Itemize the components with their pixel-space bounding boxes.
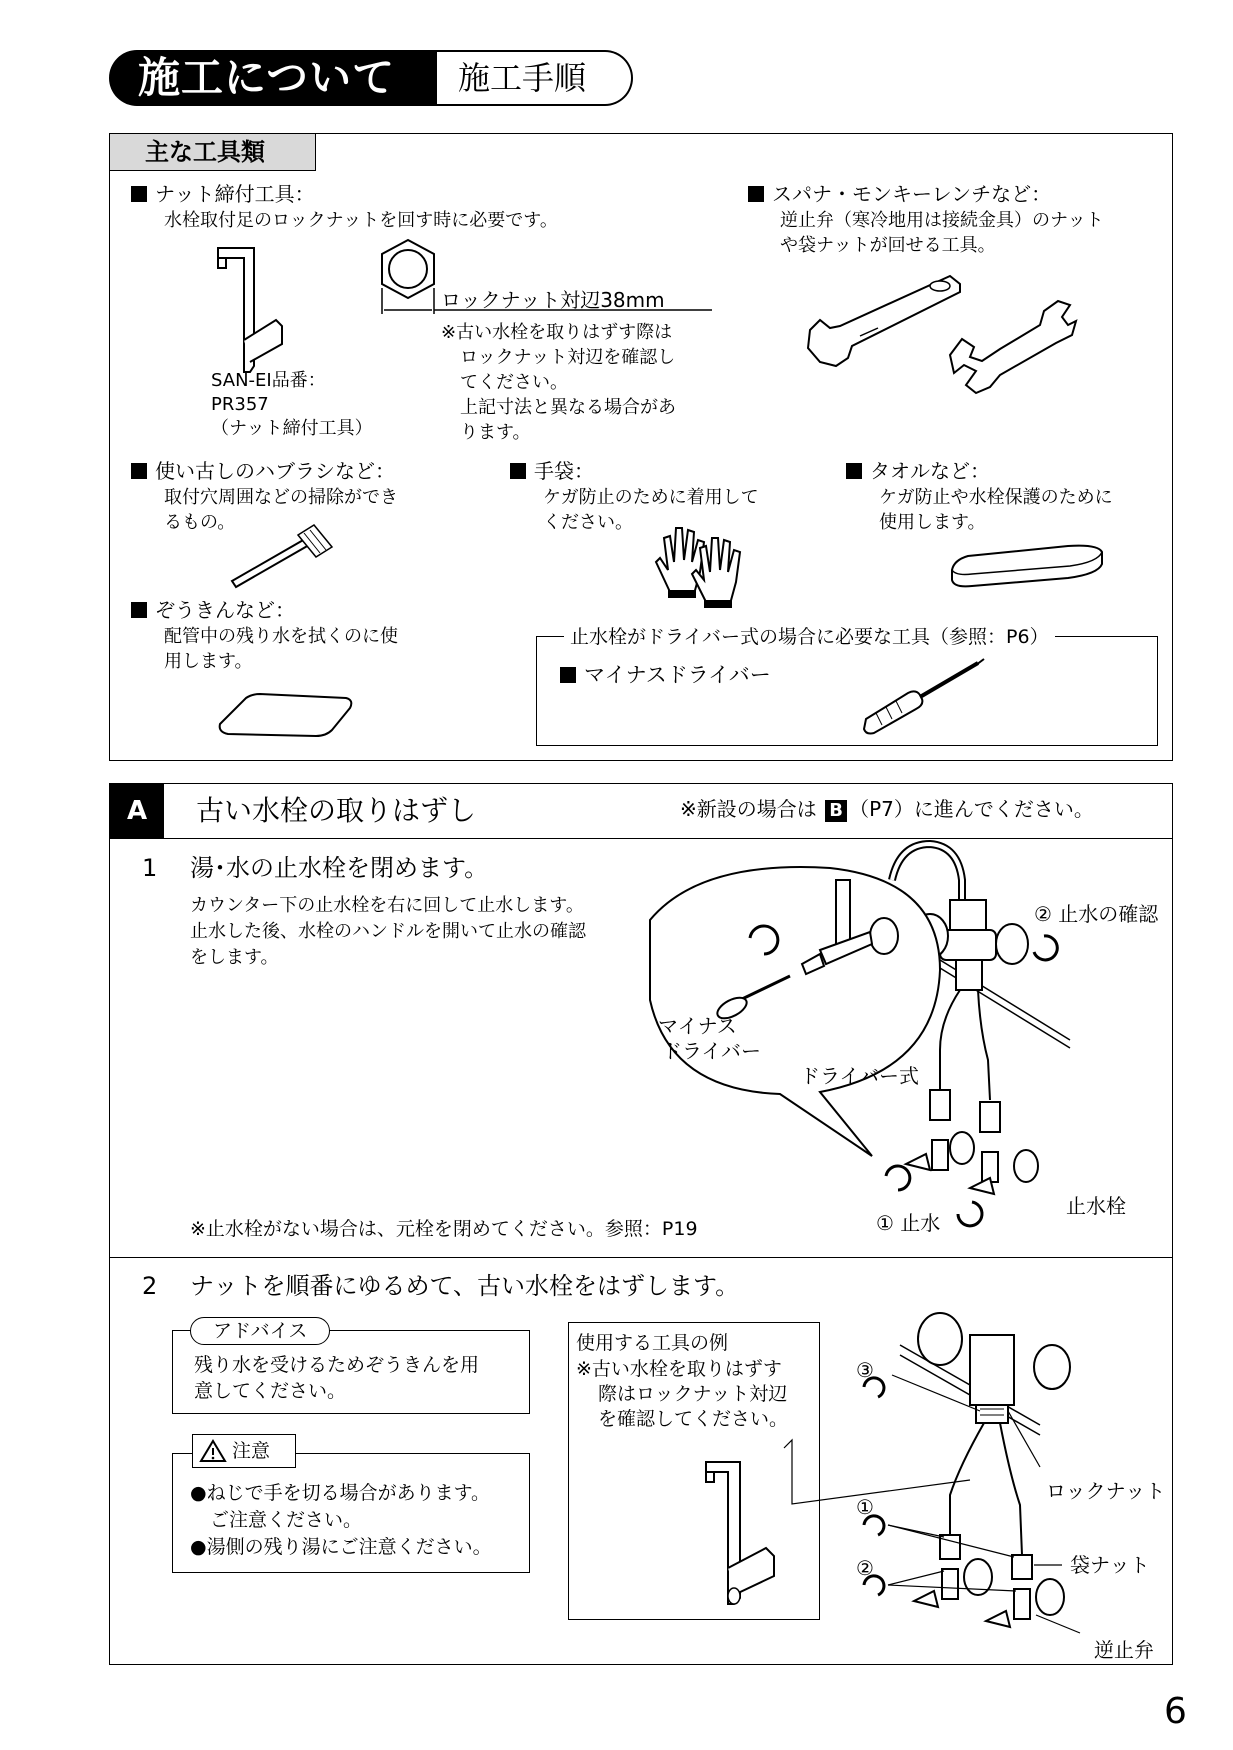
label-valve: 止水栓 — [1066, 1194, 1126, 1218]
label-bagnut: 袋ナット — [1070, 1553, 1150, 1577]
rag-desc-2: 用します。 — [164, 651, 253, 672]
step2-number: 2 — [142, 1272, 158, 1300]
step1-desc-2: 止水した後、水栓のハンドルを開いて止水の確認 — [190, 921, 586, 942]
label-n1: ① — [856, 1495, 874, 1519]
label-stop: ① 止水 — [876, 1211, 941, 1235]
brush-desc-1: 取付穴周囲などの掃除ができ — [164, 487, 398, 508]
label-locknut: ロックナット — [1046, 1479, 1166, 1503]
nut-tool-part-3: （ナット締付工具） — [211, 418, 373, 439]
spanner-desc-2: や袋ナットが回せる工具。 — [780, 235, 996, 256]
step2-faucet-illustration — [840, 1315, 1150, 1635]
header-title: 施工について — [138, 53, 396, 102]
page-number: 6 — [1164, 1691, 1187, 1732]
screwdriver-icon — [860, 655, 990, 735]
section-a-title: 古い水栓の取りはずし — [196, 794, 477, 827]
rag-title: ぞうきんなど： — [131, 597, 295, 623]
section-a-note: ※新設の場合は B （P7）に進んでください。 — [680, 797, 1094, 821]
caution-line-2: ご注意ください。 — [210, 1509, 363, 1531]
step1-desc-3: をします。 — [190, 947, 279, 968]
tool-example-title: 使用する工具の例 — [576, 1332, 729, 1354]
gloves-desc-1: ケガ防止のために着用して — [543, 487, 759, 508]
rag-icon — [216, 690, 356, 740]
spanner-icon — [940, 295, 1080, 395]
gloves-icon — [650, 522, 760, 612]
warning-icon — [200, 1440, 226, 1462]
caution-line-1: ●ねじで手を切る場合があります。 — [190, 1482, 491, 1504]
step2-title: ナットを順番にゆるめて、古い水栓をはずします。 — [190, 1272, 740, 1300]
caution-label: 注意 — [232, 1440, 271, 1462]
towel-desc-1: ケガ防止や水栓保護のために — [879, 487, 1113, 508]
nut-note-5: ります。 — [460, 422, 531, 443]
nut-note-1: ※古い水栓を取りはずす際は — [441, 322, 673, 343]
bullet-square — [131, 463, 147, 479]
spanner-desc-1: 逆止弁（寒冷地用は接続金具）のナット — [780, 210, 1104, 231]
label-check: ② 止水の確認 — [1034, 902, 1159, 926]
tool-example-line-2: 際はロックナット対辺 — [598, 1383, 788, 1405]
step-divider — [110, 1257, 1172, 1258]
toothbrush-icon — [228, 525, 338, 590]
nut-wrench-icon — [210, 240, 300, 380]
advice-line-1: 残り水を受けるためぞうきんを用 — [194, 1354, 480, 1376]
bullet-square — [846, 463, 862, 479]
label-minus-driver-2: ドライバー — [662, 1039, 761, 1063]
driver-tool-box — [536, 636, 1158, 746]
section-a-badge: A — [126, 796, 148, 826]
towel-desc-2: 使用します。 — [879, 512, 986, 533]
nut-note-2: ロックナット対辺を確認し — [460, 347, 676, 368]
bullet-square — [560, 667, 576, 683]
advice-label: アドバイス — [190, 1317, 330, 1345]
driver-box-legend: 止水栓がドライバー式の場合に必要な工具（参照：P6） — [564, 624, 1055, 650]
nut-note-3: てください。 — [460, 372, 568, 393]
hex-nut-icon — [378, 238, 438, 318]
bullet-square — [131, 602, 147, 618]
driver-item: マイナスドライバー — [560, 662, 771, 688]
gloves-title: 手袋： — [510, 458, 594, 484]
step1-footnote: ※止水栓がない場合は、元栓を閉めてください。参照：P19 — [190, 1218, 698, 1240]
step1-title: 湯･水の止水栓を閉めます。 — [190, 854, 489, 882]
nut-tool-part-1: SAN-EI品番： — [211, 370, 326, 391]
towel-icon — [948, 540, 1108, 590]
caution-line-3: ●湯側の残り湯にご注意ください。 — [190, 1536, 492, 1558]
label-driver-type: ドライバー式 — [800, 1064, 919, 1088]
label-n3: ③ — [856, 1358, 874, 1382]
brush-desc-2: るもの。 — [164, 512, 236, 533]
towel-title: タオルなど： — [846, 458, 990, 484]
bullet-square — [510, 463, 526, 479]
tool-example-line-3: を確認してください。 — [598, 1408, 789, 1430]
bullet-square — [748, 186, 764, 202]
bullet-square — [131, 186, 147, 202]
brush-title: 使い古しのハブラシなど： — [131, 458, 395, 484]
tool-example-line-1: ※古い水栓を取りはずす — [576, 1358, 782, 1380]
label-minus-driver-1: マイナス — [658, 1014, 737, 1038]
step1-number: 1 — [142, 854, 158, 882]
nut-tool-part-2: PR357 — [211, 394, 269, 415]
step1-desc-1: カウンター下の止水栓を右に回して止水します。 — [190, 895, 584, 916]
label-n2: ② — [856, 1556, 874, 1580]
gloves-desc-2: ください。 — [543, 512, 633, 533]
rag-desc-1: 配管中の残り水を拭くのに使 — [164, 626, 398, 647]
tools-heading: 主な工具類 — [145, 138, 265, 166]
header-subtitle: 施工手順 — [458, 59, 587, 97]
advice-line-2: 意してください。 — [194, 1380, 347, 1402]
section-a-header-divider — [110, 838, 1172, 839]
nut-tool-desc: 水栓取付足のロックナットを回す時に必要です。 — [164, 210, 558, 231]
nut-tool-title: ナット締付工具： — [131, 181, 315, 207]
label-checkvalve: 逆止弁 — [1094, 1638, 1154, 1662]
nut-note-4: 上記寸法と異なる場合があ — [460, 397, 676, 418]
spanner-title: スパナ・モンキーレンチなど： — [748, 181, 1051, 207]
nut-dimension-label: ロックナット対辺38mm — [441, 288, 665, 312]
section-b-badge: B — [825, 800, 847, 822]
